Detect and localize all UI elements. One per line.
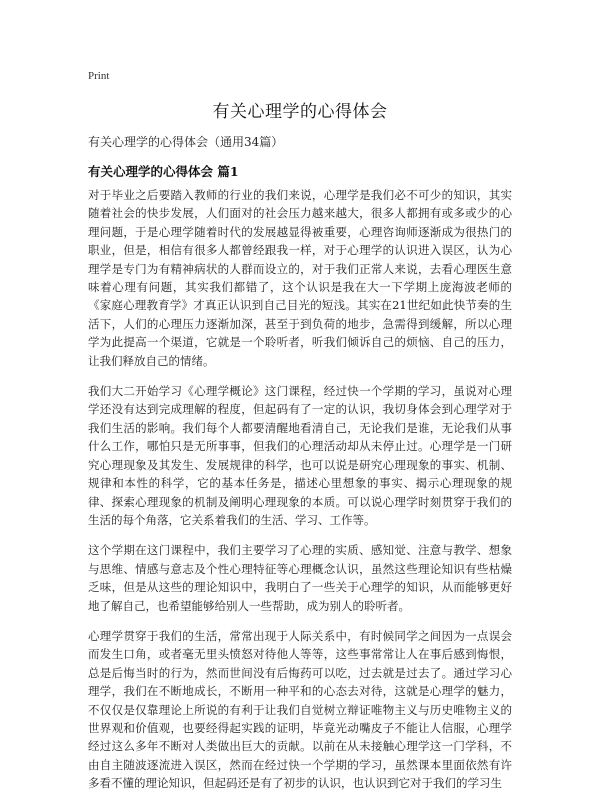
paragraph-4: 心理学贯穿于我们的生活，常常出现于人际关系中，有时候同学之间因为一点误会而发生口角，或者毫无里头愤怒对待他人等等，这些事常常让人在事后感到悔恨，总是后悔当时的行为，然而世间没有后悔药可以吃，过去就是过去了。通过学习心理学，我们在不断地成长，不断用一种平和的心态去对待，这就是心理学的魅力，不仅仅是仅靠理论上所说的有利于让我们自觉树立辩证唯物主义与历史唯物主义的世界观和价值观，也要经得起实践的证明，毕竟光动嘴皮子不能让人信服，心理学经过这么多年不断对人类做出巨大的贡献。以前在从未接触心理学这一门学科，不由自主随波逐流进入误区，然而在经过快一个学期的学习，虽然课本里面依然有许多看不懂的理论知识，但起码还是有了初步的认识，也认识到它对于我们的学习生 [88,628,512,791]
print-label: Print [88,70,110,82]
document-title: 有关心理学的心得体会 [212,102,388,122]
paragraph-2: 我们大二开始学习《心理学概论》这门课程，经过快一个学期的学习，虽说对心理学还没有达到完成理解的程度，但起码有了一定的认识，我切身体会到心理学对于我们生活的影响。我们每个人都要清醒地看清自己，无论我们是谁，无论我们从事什么工作，哪怕只是无所事事，但我们的心理活动却从未停止过。心理学是一门研究心理现象及其发生、发展规律的科学，也可以说是研究心理现象的事实、机制、规律和本性的科学，它的基本任务是，描述心里想象的事实、揭示心理现象的规律、探索心理现象的机制及阐明心理现象的本质。可以说心理学时刻贯穿于我们的生活的每个角落，它关系着我们的生活、学习、工作等。 [88,384,512,527]
section-heading: 有关心理学的心得体会 篇1 [88,164,239,179]
paragraph-1: 对于毕业之后要踏入教师的行业的我们来说，心理学是我们必不可少的知识，其实随着社会的快步发展，人们面对的社会压力越来越大，很多人都拥有或多或少的心理问题，于是心理学随着时代的发展越显得被重要，心理咨询师逐渐成为很热门的职业，但是，相信有很多人都曾经跟我一样，对于心理学的认识进入误区，认为心理学是专门为有精神病状的人群而设立的，对于我们正常人来说，去看心理医生意味着心理有问题，其实我们都错了，这个认识是我在大一下学期上庞海波老师的《家庭心理教育学》才真正认识到自己目光的短浅。其实在21世纪如此快节奏的生活下，人们的心理压力逐渐加深，甚至于到负荷的地步，急需得到缓解，所以心理学为此提高一个渠道，它就是一个聆听者，听我们倾诉自己的烦恼、自己的压力，让我们释放自己的情绪。 [88,188,512,368]
document-body [88,186,512,805]
document-subtitle: 有关心理学的心得体会（通用34篇） [88,135,284,149]
paragraph-3: 这个学期在这门课程中，我们主要学习了心理的实质、感知觉、注意与教学、想象与思维、情感与意志及个性心理特征等心理概念认识，虽然这些理论知识有些枯燥乏味，但是从这些的理论知识中，我明白了一些关于心理学的知识，从而能够更好地了解自己，也希望能够给别人一些帮助，成为别人的聆听者。 [88,543,512,613]
